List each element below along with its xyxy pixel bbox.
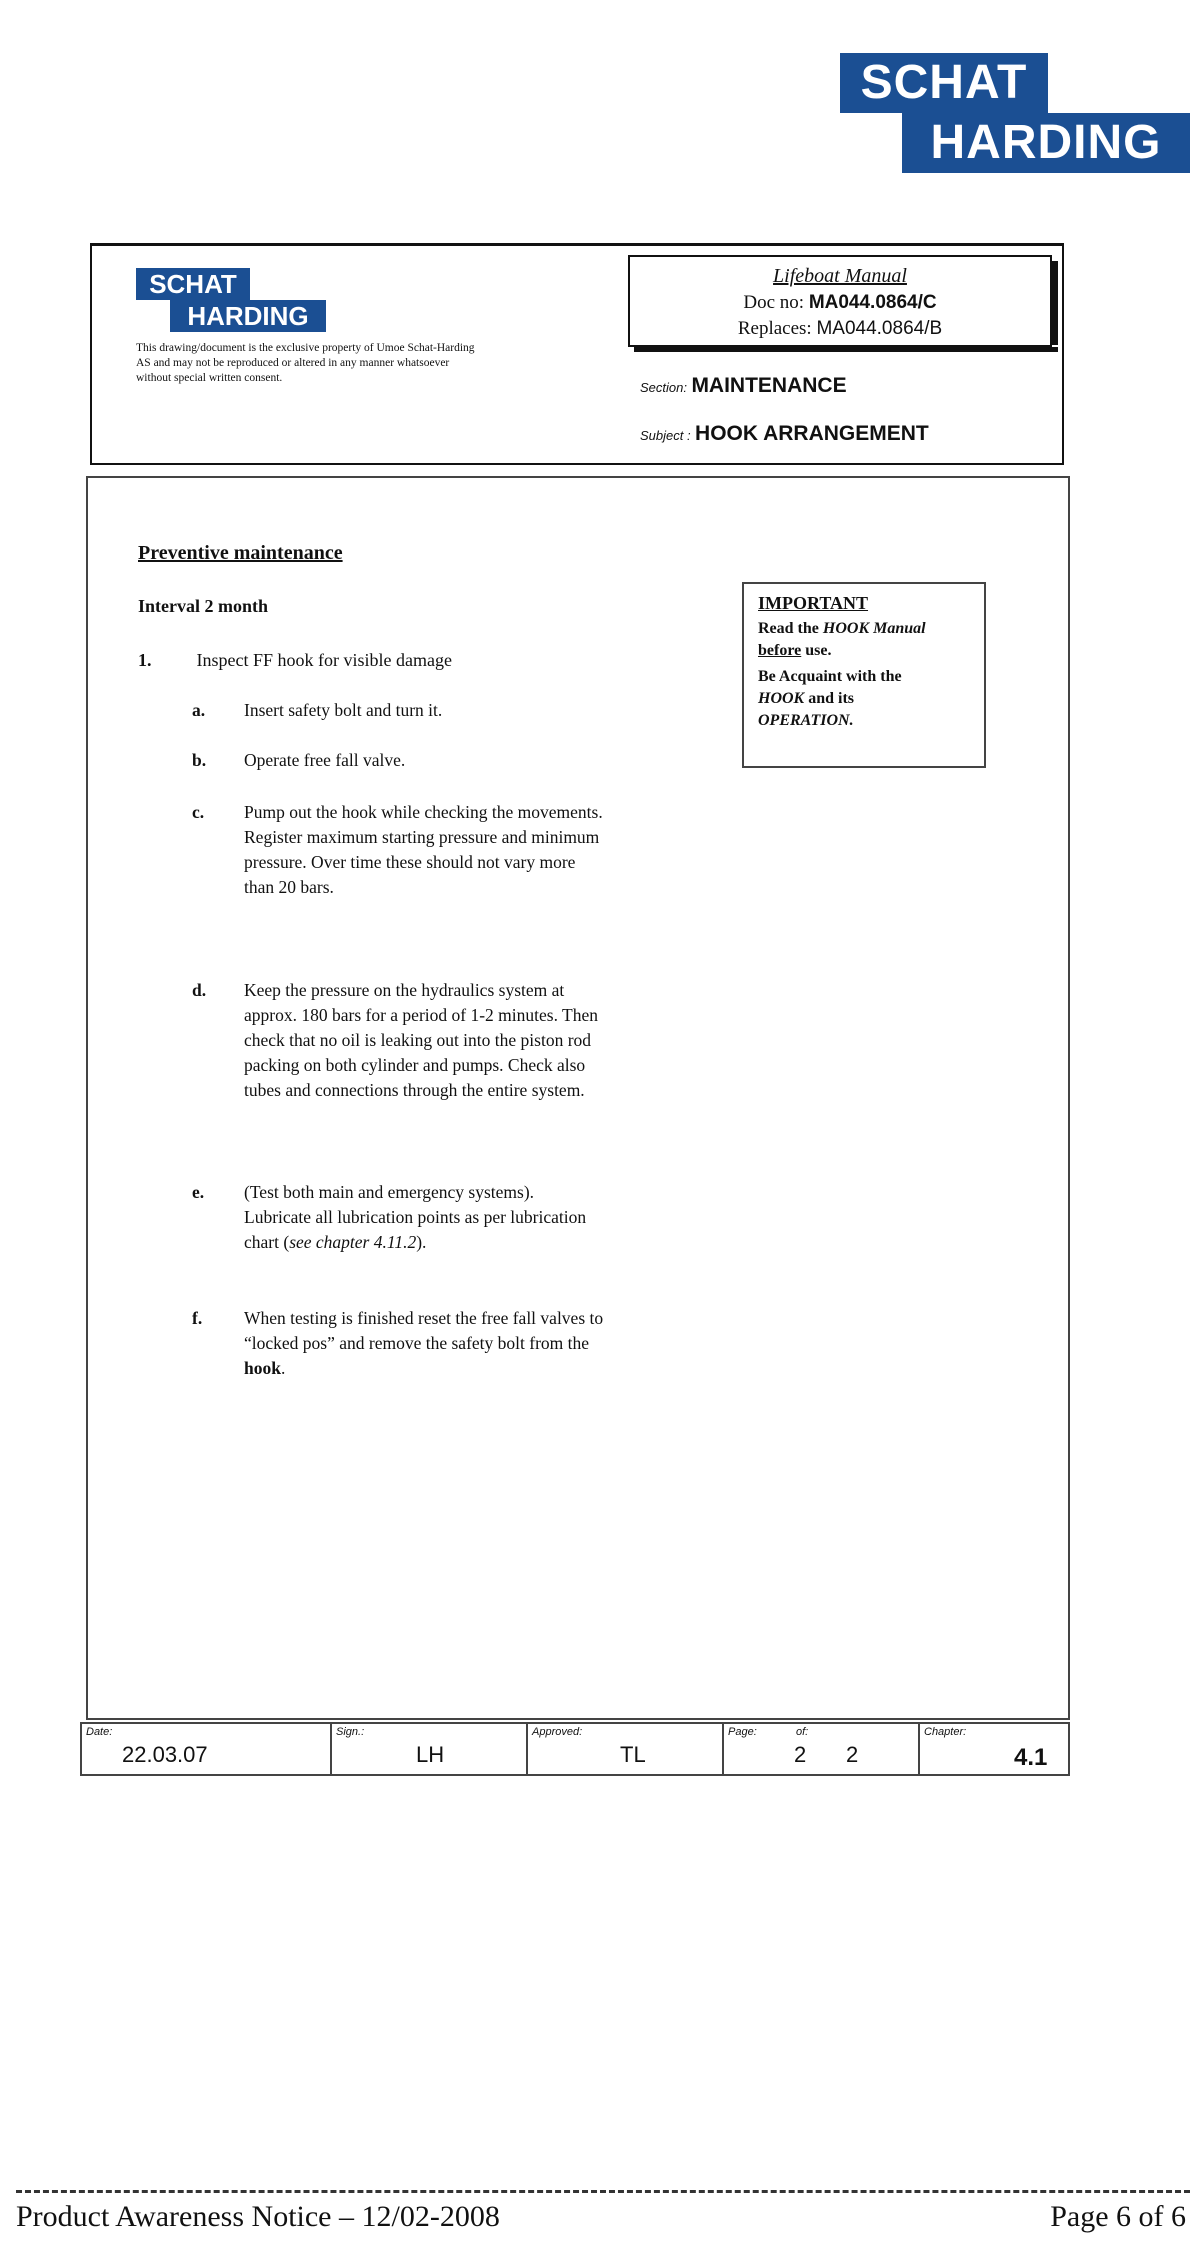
document-header [90,243,1064,465]
important-text-italic: HOOK [758,690,805,707]
important-line-2 [758,666,970,732]
item-text: Pump out the hook while checking the movements. Register maximum starting pressure and minimum pressure. Over time these should not vary more than 20 bars. [244,802,603,897]
item-text: Operate free fall valve. [244,750,406,770]
item-letter: e. [192,1182,205,1202]
chapter-label: Chapter: [924,1726,967,1738]
important-line-1 [758,618,970,662]
doc-no-label: Doc no: [743,292,805,313]
chapter-cell [920,1724,1068,1774]
step-number: 1. [138,650,152,670]
important-text-underline: before [758,642,802,659]
item-text-bold: hook [244,1358,281,1378]
page-label: Page: [728,1726,757,1738]
header-logo-line-1: SCHAT [136,268,250,300]
item-letter: d. [192,980,207,1000]
approved-label: Approved: [532,1726,583,1738]
section-value: MAINTENANCE [691,374,847,397]
logo-line-1: SCHAT [840,53,1048,113]
replaces-line [630,318,1050,340]
footer-divider [16,2190,1190,2193]
item-text: Keep the pressure on the hydraulics system at approx. 180 bars for a period of 1-2 minutes. Then check that no oil is leaking out into the piston rod packing on both cylinder and pumps. Check also tubes and connections through the entire system. [244,980,598,1100]
item-text [244,1306,604,1381]
important-notice [742,582,986,768]
approved-value: TL [620,1742,646,1767]
chapter-value: 4.1 [1014,1744,1048,1771]
item-letter: a. [192,700,206,720]
page-cell [724,1724,920,1774]
subject-line [640,422,929,446]
step-text: Inspect FF hook for visible damage [196,650,452,670]
important-text-italic: OPERATION. [758,712,854,729]
important-text-italic: HOOK Manual [822,620,926,637]
footer-table [80,1722,1070,1776]
item-text: Insert safety bolt and turn it. [244,700,443,720]
important-text: Be Acquaint with the [758,668,902,685]
important-text: and its [804,690,855,707]
manual-title: Lifeboat Manual [773,265,907,287]
item-letter: b. [192,750,207,770]
sign-cell [332,1724,528,1774]
page-value: 2 [794,1742,807,1767]
item-text-main: When testing is finished reset the free fall valves to “locked pos” and remove the safety bolt from the [244,1308,604,1353]
of-value: 2 [846,1742,859,1767]
header-logo [136,268,326,332]
item-text [244,1180,604,1255]
approved-cell [528,1724,724,1774]
important-title: IMPORTANT [758,593,869,613]
item-text-line1: (Test both main and emergency systems). [244,1182,535,1202]
item-letter: f. [192,1308,203,1328]
item-text-end: ). [416,1232,427,1252]
important-text: Read the [758,620,823,637]
replaces-value: MA044.0864/B [816,318,943,339]
chapter-reference: see chapter 4.11.2 [289,1232,417,1252]
doc-number-line [630,292,1050,314]
sign-label: Sign.: [336,1726,365,1738]
section-heading: Preventive maintenance [138,542,343,564]
date-label: Date: [86,1726,113,1738]
header-logo-line-2: HARDING [170,300,326,332]
notice-footer: Product Awareness Notice – 12/02-2008 [16,2200,500,2233]
section-line [640,374,847,398]
date-cell [82,1724,332,1774]
content-box [86,476,1070,1720]
disclaimer-text: This drawing/document is the exclusive property of Umoe Schat-Harding AS and may not be reproduced or altered in any manner whatsoever without special written consent. [136,342,475,384]
item-text-line2: Lubricate all lubrication points as per lubrication chart ( [244,1207,587,1252]
step-1 [138,650,452,671]
item-text-end: . [280,1358,286,1378]
manual-info-box [628,255,1052,347]
logo-line-2: HARDING [902,113,1190,173]
important-text: use. [801,642,832,659]
doc-no-value: MA044.0864/C [808,292,937,313]
subject-value: HOOK ARRANGEMENT [695,422,929,445]
sign-value: LH [416,1742,445,1767]
subject-label: Subject : [640,428,691,443]
section-label: Section: [640,380,687,395]
brand-logo [840,53,1190,173]
date-value: 22.03.07 [122,1742,208,1767]
replaces-label: Replaces: [737,318,812,339]
page-number: Page 6 of 6 [1050,2200,1186,2233]
interval-heading: Interval 2 month [138,596,268,616]
of-label: of: [796,1726,809,1738]
item-letter: c. [192,802,205,822]
